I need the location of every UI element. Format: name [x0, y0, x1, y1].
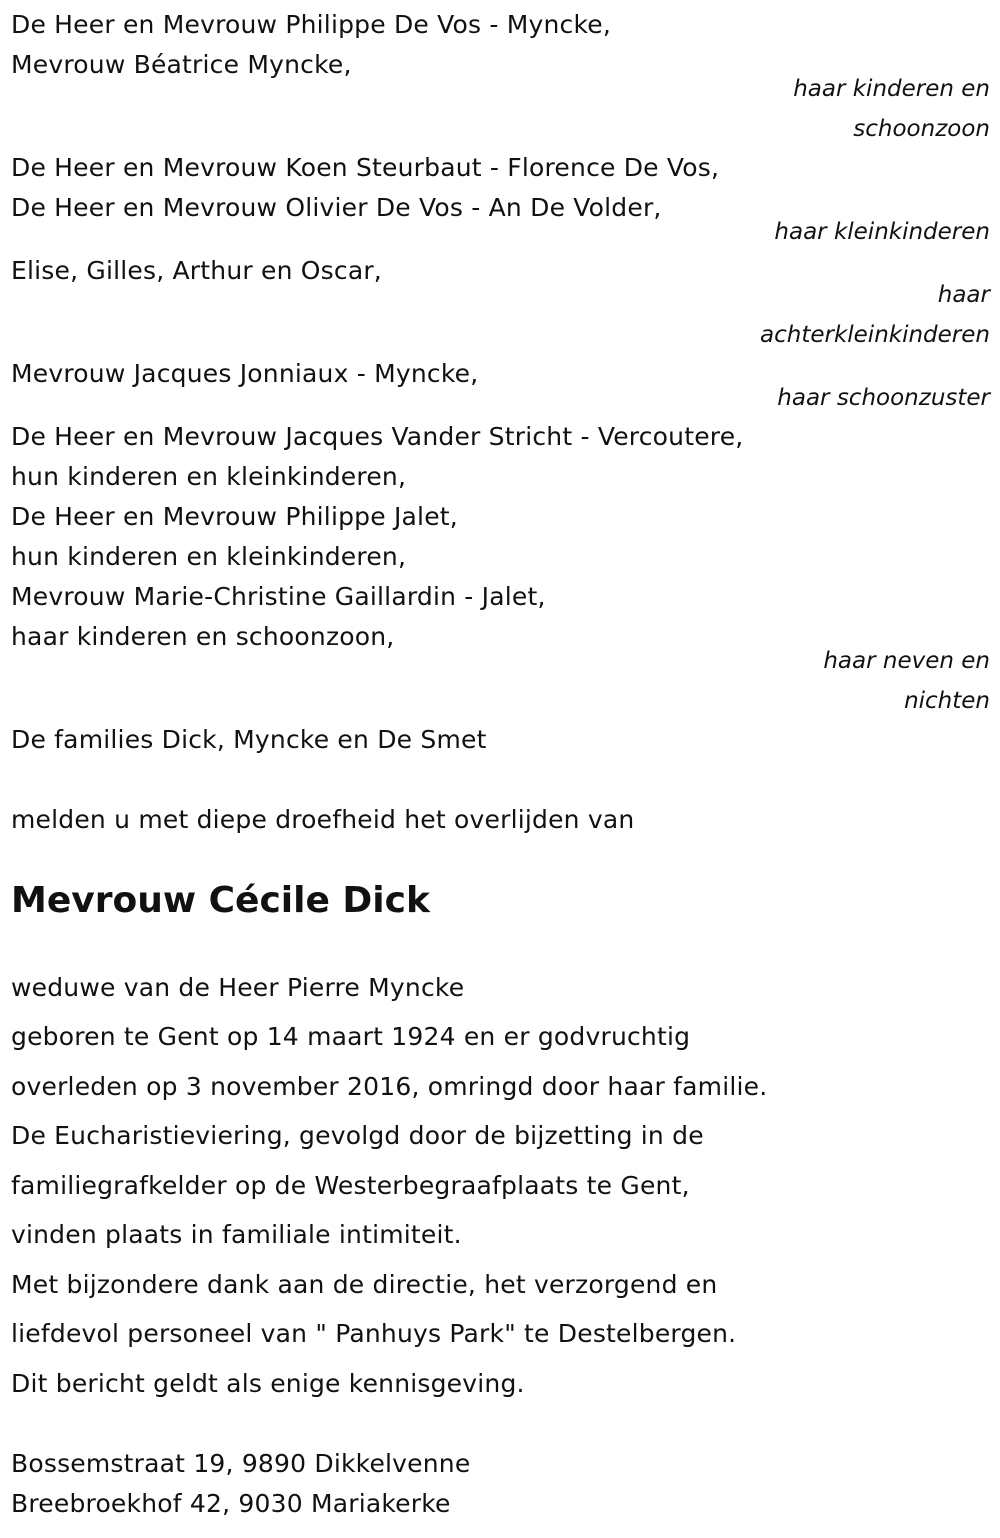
announcement-text: melden u met diepe droefheid het overlijden van [11, 805, 635, 834]
family-line: Mevrouw Marie-Christine Gaillardin - Jalet, [11, 582, 546, 611]
family-line: Elise, Gilles, Arthur en Oscar, [11, 256, 382, 285]
address-line: Bossemstraat 19, 9890 Dikkelvenne [11, 1449, 471, 1478]
detail-line: Dit bericht geldt als enige kennisgeving. [11, 1369, 525, 1398]
relation-label: haar schoonzuster [777, 385, 990, 411]
relation-label: haar neven en [823, 648, 990, 674]
family-line: De Heer en Mevrouw Philippe De Vos - Myncke, [11, 10, 612, 39]
family-line: haar kinderen en schoonzoon, [11, 622, 395, 651]
family-line: Mevrouw Jacques Jonniaux - Myncke, [11, 359, 479, 388]
relation-label: nichten [904, 688, 990, 714]
family-line: De Heer en Mevrouw Olivier De Vos - An De Volder, [11, 193, 662, 222]
relation-label: haar kleinkinderen [774, 219, 990, 245]
relation-label: haar [937, 282, 990, 308]
detail-line: overleden op 3 november 2016, omringd door haar familie. [11, 1072, 768, 1101]
detail-line: vinden plaats in familiale intimiteit. [11, 1220, 462, 1249]
detail-line: De Eucharistieviering, gevolgd door de bijzetting in de [11, 1121, 704, 1150]
family-line: hun kinderen en kleinkinderen, [11, 542, 407, 571]
family-line: Mevrouw Béatrice Myncke, [11, 50, 352, 79]
family-line: De families Dick, Myncke en De Smet [11, 725, 487, 754]
deceased-name: Mevrouw Cécile Dick [11, 880, 430, 921]
relation-label: achterkleinkinderen [760, 322, 990, 348]
family-line: hun kinderen en kleinkinderen, [11, 462, 407, 491]
detail-line: weduwe van de Heer Pierre Myncke [11, 973, 465, 1002]
family-line: De Heer en Mevrouw Koen Steurbaut - Florence De Vos, [11, 153, 720, 182]
family-line: De Heer en Mevrouw Philippe Jalet, [11, 502, 458, 531]
detail-line: familiegrafkelder op de Westerbegraafplaats te Gent, [11, 1171, 690, 1200]
relation-label: schoonzoon [853, 116, 990, 142]
family-line: De Heer en Mevrouw Jacques Vander Stricht - Vercoutere, [11, 422, 744, 451]
detail-line: Met bijzondere dank aan de directie, het verzorgend en [11, 1270, 718, 1299]
detail-line: geboren te Gent op 14 maart 1924 en er godvruchtig [11, 1022, 691, 1051]
detail-line: liefdevol personeel van " Panhuys Park" te Destelbergen. [11, 1319, 737, 1348]
relation-label: haar kinderen en [793, 76, 990, 102]
address-line: Breebroekhof 42, 9030 Mariakerke [11, 1489, 451, 1518]
